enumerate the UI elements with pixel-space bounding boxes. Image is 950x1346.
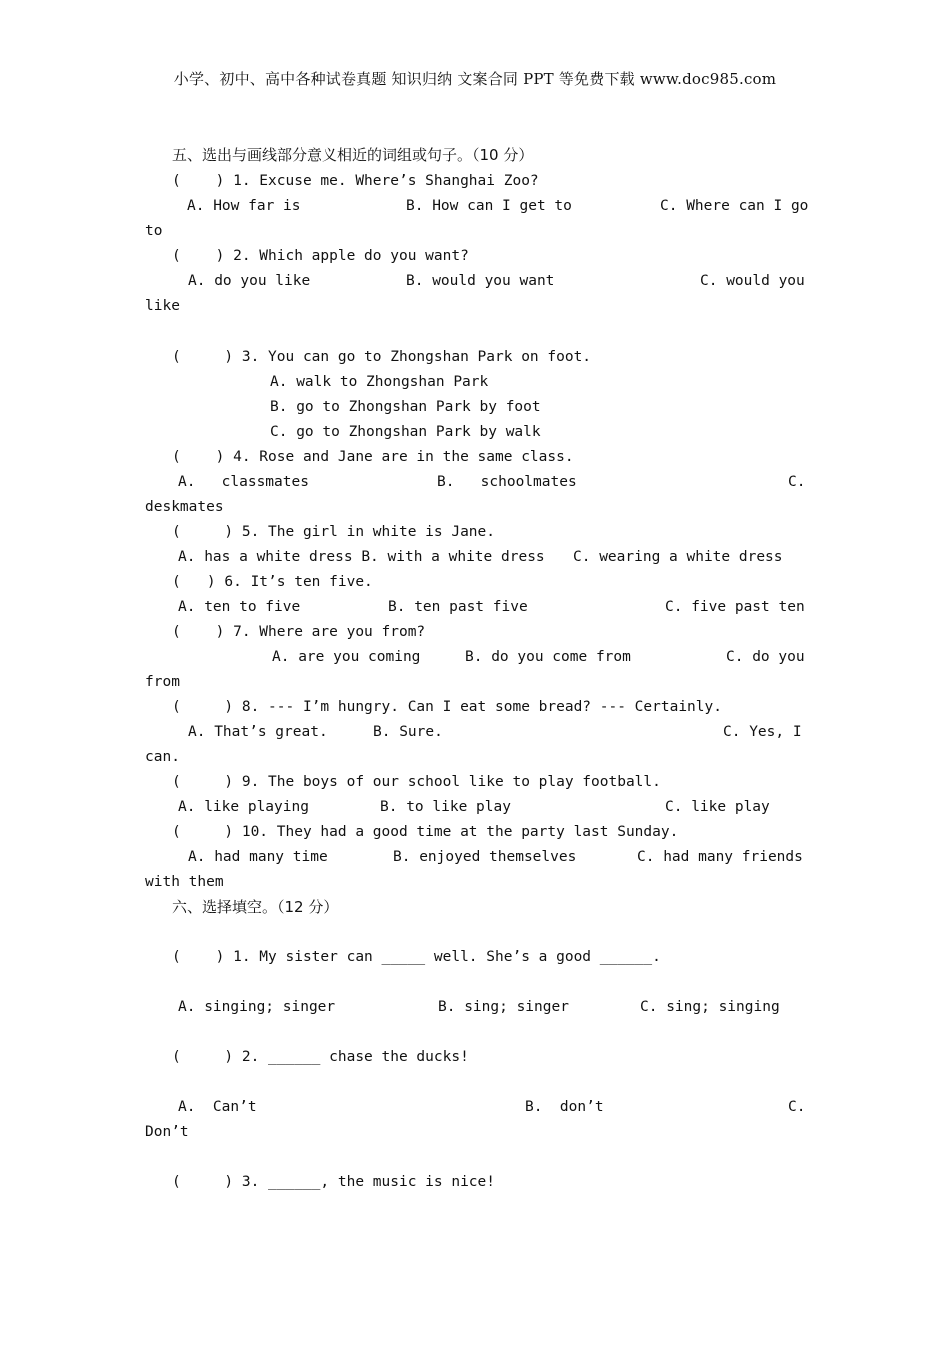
question-stem: ( ) 10. They had a good time at the party last Sunday. (172, 824, 679, 840)
question-stem: ( ) 3. You can go to Zhongshan Park on foot. (172, 349, 592, 365)
option-b: B. sing; singer (438, 999, 569, 1015)
option-b: B. How can I get to (406, 198, 572, 214)
option-a: A. That’s great. (188, 724, 328, 740)
option-a: A. had many time (188, 849, 328, 865)
option-b: B. don’t (525, 1099, 604, 1115)
option-a: A. singing; singer (178, 999, 336, 1015)
option-a: A. How far is (187, 198, 301, 214)
option-c: C. like play (665, 799, 770, 815)
question-stem: ( ) 1. Excuse me. Where’s Shanghai Zoo? (172, 173, 539, 189)
option-wrap: deskmates (145, 499, 224, 515)
option-ab: A. has a white dress B. with a white dress (178, 549, 545, 565)
question-stem: ( ) 5. The girl in white is Jane. (172, 524, 496, 540)
question-stem: ( ) 7. Where are you from? (172, 624, 426, 640)
option-b: B. to like play (380, 799, 511, 815)
question-stem: ( ) 9. The boys of our school like to play football. (172, 774, 661, 790)
section-title: 五、选出与画线部分意义相近的词组或句子。（10 分） (172, 146, 534, 164)
option-c: C. Where can I go (660, 198, 809, 214)
option-b: B. ten past five (388, 599, 528, 615)
question-stem: ( ) 2. Which apple do you want? (172, 248, 469, 264)
page-header: 小学、初中、高中各种试卷真题 知识归纳 文案合同 PPT 等免费下载 www.doc985.com (173, 70, 777, 88)
option-c: C. do you (726, 649, 805, 665)
question-stem: ( ) 8. --- I’m hungry. Can I eat some bread? --- Certainly. (172, 699, 722, 715)
option-a: A. are you coming (272, 649, 421, 665)
option-a: A. walk to Zhongshan Park (270, 374, 489, 390)
option-b: B. enjoyed themselves (393, 849, 577, 865)
option-b: B. do you come from (465, 649, 631, 665)
option-wrap: to (145, 223, 163, 239)
option-c: C. wearing a white dress (573, 549, 783, 565)
option-c: C. (788, 474, 806, 490)
option-wrap: from (145, 674, 180, 690)
option-wrap: with them (145, 874, 224, 890)
option-b: B. go to Zhongshan Park by foot (270, 399, 541, 415)
option-wrap: like (145, 298, 180, 314)
question-stem: ( ) 3. ______, the music is nice! (172, 1174, 496, 1190)
option-c: C. go to Zhongshan Park by walk (270, 424, 541, 440)
option-b: B. Sure. (373, 724, 443, 740)
option-a: A. Can’t (178, 1099, 257, 1115)
question-stem: ( ) 4. Rose and Jane are in the same class. (172, 449, 574, 465)
option-c: C. had many friends (637, 849, 803, 865)
question-stem: ( ) 1. My sister can _____ well. She’s a good ______. (172, 949, 661, 965)
option-a: A. do you like (188, 273, 311, 289)
question-stem: ( ) 2. ______ chase the ducks! (172, 1049, 469, 1065)
question-stem: ( ) 6. It’s ten five. (172, 574, 373, 590)
option-a: A. classmates (178, 474, 309, 490)
option-c: C. (788, 1099, 806, 1115)
option-c: C. five past ten (665, 599, 805, 615)
option-c: C. Yes, I (723, 724, 802, 740)
option-a: A. ten to five (178, 599, 301, 615)
option-c: C. sing; singing (640, 999, 780, 1015)
option-b: B. schoolmates (437, 474, 577, 490)
option-b: B. would you want (406, 273, 555, 289)
section-title: 六、选择填空。（12 分） (172, 898, 339, 916)
option-wrap: Don’t (145, 1124, 189, 1140)
option-wrap: can. (145, 749, 180, 765)
option-c: C. would you (700, 273, 805, 289)
option-a: A. like playing (178, 799, 309, 815)
